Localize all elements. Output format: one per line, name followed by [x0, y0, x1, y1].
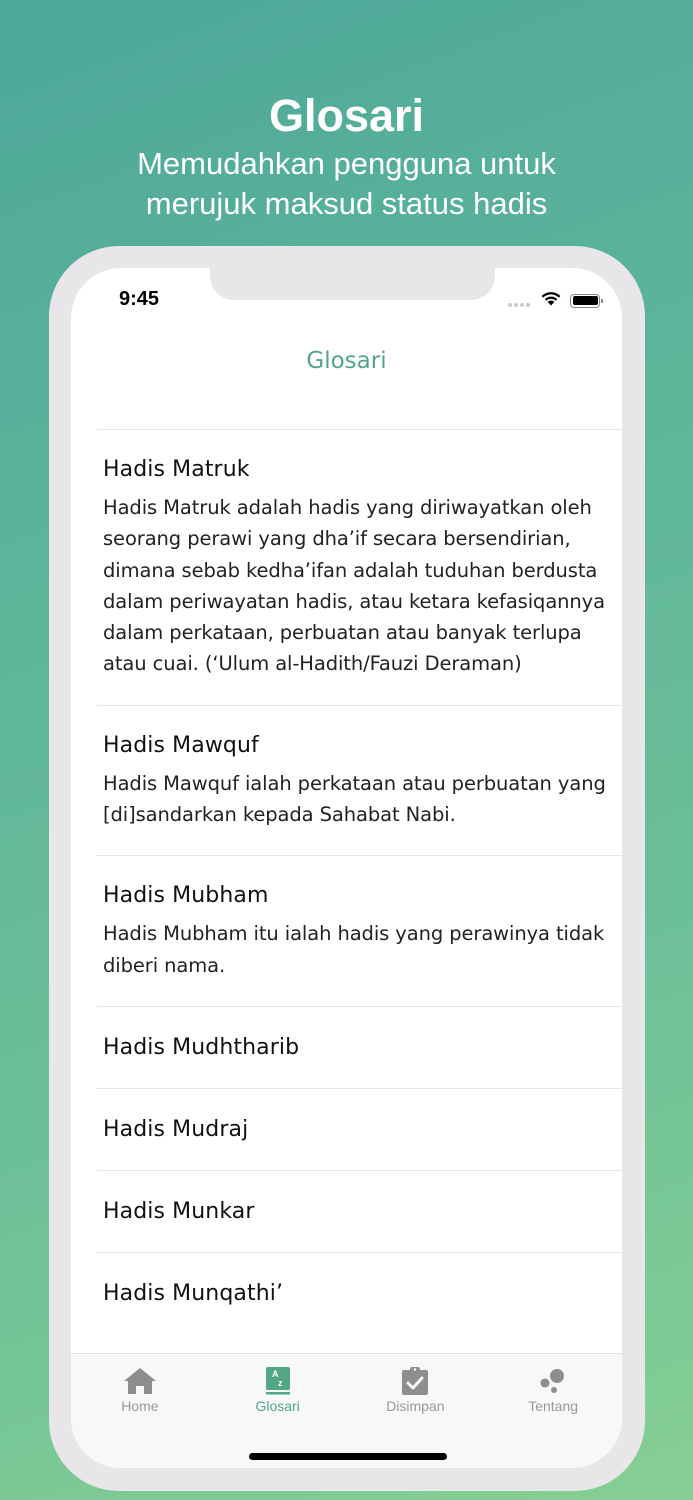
- nav-title: Glosari: [306, 348, 387, 374]
- promo-subtitle-line2: merujuk maksud status hadis: [145, 186, 548, 221]
- battery-icon: [570, 294, 600, 308]
- tab-label: Tentang: [528, 1398, 579, 1414]
- glossary-item-mudraj[interactable]: [97, 1088, 622, 1170]
- status-icons: [508, 290, 600, 311]
- clipboard-check-icon: [398, 1366, 432, 1396]
- tab-label: Disimpan: [386, 1398, 445, 1414]
- tab-home[interactable]: [71, 1354, 209, 1468]
- glossary-item-mudhtharib[interactable]: [97, 1006, 622, 1088]
- tab-tentang[interactable]: [484, 1354, 622, 1468]
- glossary-az-icon: [261, 1366, 295, 1396]
- glossary-list: [97, 429, 622, 1334]
- glossary-item-description: Hadis Mubham itu ialah hadis yang perawinya tidak diberi nama.: [103, 922, 605, 977]
- signal-dots-icon: [508, 295, 530, 307]
- tab-label: Glosari: [255, 1398, 300, 1414]
- glossary-item-title: Hadis Mudraj: [103, 1116, 249, 1142]
- glossary-item-description: Hadis Mawquf ialah perkataan atau perbuatan yang [di]sandarkan kepada Sahabat Nabi.: [103, 771, 606, 827]
- home-indicator[interactable]: [249, 1453, 447, 1460]
- status-time: 9:45: [119, 288, 160, 310]
- tab-glosari[interactable]: [209, 1354, 347, 1468]
- glossary-item-title: Hadis Munqathi’: [103, 1280, 284, 1306]
- tab-label: Home: [121, 1398, 159, 1414]
- glossary-item-title: Hadis Mudhtharib: [103, 1034, 300, 1060]
- promo-subtitle-line1: Memudahkan pengguna untuk: [137, 146, 556, 181]
- wifi-icon: [540, 290, 562, 311]
- notch: [210, 268, 495, 300]
- tab-disimpan[interactable]: [347, 1354, 485, 1468]
- glossary-item-title: Hadis Mubham: [103, 883, 269, 909]
- glossary-item-mubham[interactable]: [97, 855, 622, 1006]
- phone-screen: [71, 268, 622, 1468]
- tab-bar: [71, 1353, 622, 1468]
- glossary-item-title: Hadis Matruk: [103, 457, 250, 482]
- glossary-item-munqathi[interactable]: [97, 1252, 622, 1334]
- glossary-item-munkar[interactable]: [97, 1170, 622, 1252]
- glossary-item-title: Hadis Mawquf: [103, 732, 259, 758]
- glossary-item-description: Hadis Matruk adalah hadis yang diriwayatkan oleh seorang perawi yang dha’if secara bersendirian, dimana sebab kedha’ifan adalah tuduhan berdusta dalam periwayatan hadis, atau ketara kefasiqannya dalam perkataan, perbuatan atau banyak terlupa atau cuai. (‘Ulum al-Hadith/Fauzi Deraman): [103, 496, 605, 676]
- home-icon: [123, 1366, 157, 1396]
- svg-text:A: A: [271, 1369, 279, 1379]
- glossary-item-title: Hadis Munkar: [103, 1198, 255, 1224]
- glossary-item-mawquf[interactable]: [97, 705, 622, 856]
- promo-title: Glosari: [268, 90, 425, 141]
- svg-text:z: z: [277, 1378, 283, 1388]
- promo-subtitle: [0, 144, 693, 224]
- glossary-item-matruk[interactable]: [97, 429, 622, 705]
- bubbles-icon: [536, 1366, 570, 1396]
